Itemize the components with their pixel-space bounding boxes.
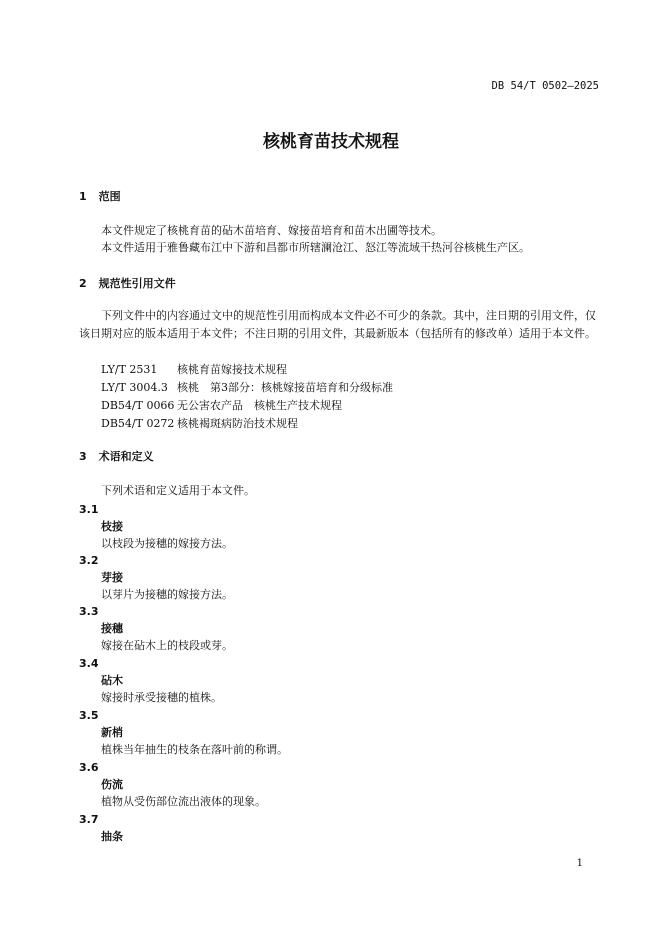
term-definition: 植株当年抽生的枝条在落叶前的称谓。 [101, 743, 288, 756]
term-definition: 以芽片为接穗的嫁接方法。 [101, 588, 233, 601]
section-title: 规范性引用文件 [98, 277, 176, 290]
term-number: 3.7 [79, 813, 99, 826]
document-number: DB 54/T 0502—2025 [491, 80, 599, 92]
section-2-heading [79, 275, 176, 291]
section-1-heading [79, 188, 121, 204]
reference-title: 核桃育苗嫁接技术规程 [177, 363, 287, 376]
term-definition: 植物从受伤部位流出液体的现象。 [101, 795, 266, 808]
term-number: 3.4 [79, 657, 99, 670]
reference-code: DB54/T 0272 [101, 417, 175, 430]
reference-code: LY/T 3004.3 [101, 381, 168, 394]
paragraph: 本文件规定了核桃育苗的砧木苗培育、嫁接苗培育和苗木出圃等技术。 [101, 224, 442, 237]
term-name: 接穗 [101, 622, 123, 635]
paragraph: 下列文件中的内容通过文中的规范性引用而构成本文件必不可少的条款。其中，注日期的引用文件，仅该日期对应的版本适用于本文件；不注日期的引用文件，其最新版本（包括所有的修改单）适用于本文件。 [79, 309, 596, 340]
section-title: 术语和定义 [98, 450, 154, 463]
document-title: 核桃育苗技术规程 [263, 132, 399, 152]
term-definition: 嫁接时承受接穗的植株。 [101, 691, 222, 704]
term-definition: 以枝段为接穗的嫁接方法。 [101, 537, 233, 550]
term-number: 3.3 [79, 605, 99, 618]
section-number: 3 [79, 450, 87, 463]
reference-code: LY/T 2531 [101, 363, 158, 376]
term-definition: 嫁接在砧木上的枝段或芽。 [101, 639, 233, 652]
term-name: 芽接 [101, 571, 123, 584]
reference-item [101, 361, 287, 377]
term-name: 新梢 [101, 726, 123, 739]
term-number: 3.2 [79, 554, 99, 567]
reference-title: 无公害农产品 核桃生产技术规程 [177, 399, 342, 412]
section-number: 1 [79, 190, 87, 203]
reference-item [101, 415, 298, 431]
term-number: 3.1 [79, 503, 99, 516]
section-number: 2 [79, 277, 87, 290]
paragraph: 本文件适用于雅鲁藏布江中下游和昌都市所辖澜沧江、怒江等流域干热河谷核桃生产区。 [101, 241, 530, 254]
section-title: 范围 [98, 190, 121, 203]
reference-item [101, 379, 393, 395]
term-number: 3.5 [79, 709, 99, 722]
reference-title: 核桃 第3部分：核桃嫁接苗培育和分级标准 [177, 381, 393, 394]
term-name: 枝接 [101, 520, 123, 533]
reference-title: 核桃褐斑病防治技术规程 [177, 417, 298, 430]
page-number: 1 [576, 858, 583, 869]
section-3-heading [79, 448, 154, 464]
reference-item [101, 397, 342, 413]
term-name: 抽条 [101, 830, 123, 843]
term-name: 砧木 [101, 674, 123, 687]
paragraph: 下列术语和定义适用于本文件。 [101, 484, 255, 497]
term-number: 3.6 [79, 761, 99, 774]
reference-code: DB54/T 0066 [101, 399, 175, 412]
term-name: 伤流 [101, 778, 123, 791]
